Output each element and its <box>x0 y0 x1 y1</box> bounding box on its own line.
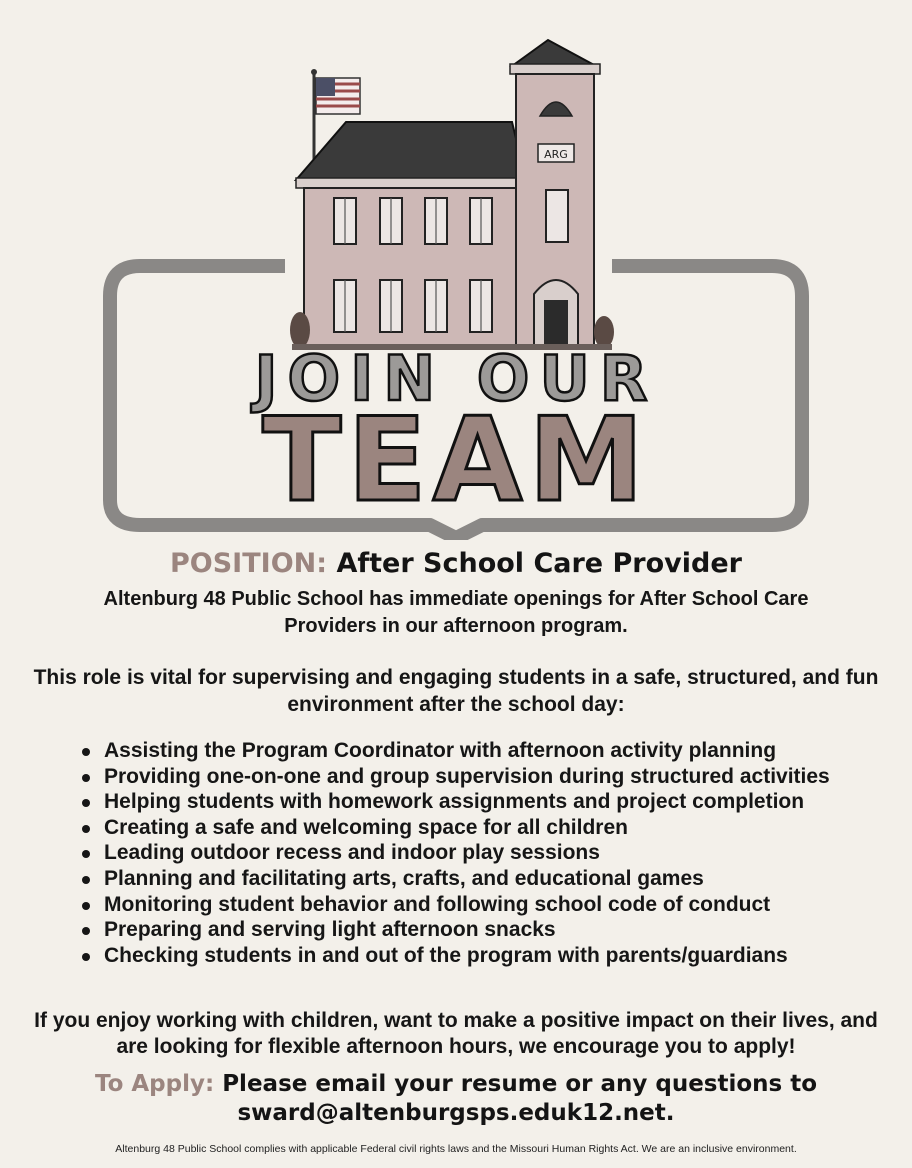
tower-sign: ARG <box>544 148 568 161</box>
apply-label: To Apply: <box>94 1071 215 1097</box>
join-our-headline: JOIN OUR <box>254 342 658 415</box>
footer-disclaimer: Altenburg 48 Public School complies with applicable Federal civil rights laws and the Missouri Human Rights Act. We are an inclusive environment. <box>115 1143 797 1155</box>
intro-paragraph: Altenburg 48 Public School has immediate openings for After School Care Providers in our afternoon program. <box>103 588 809 637</box>
list-item: Leading outdoor recess and indoor play sessions <box>78 840 898 866</box>
list-item: Helping students with homework assignments and project completion <box>78 789 898 815</box>
list-item: Creating a safe and welcoming space for all children <box>78 815 898 841</box>
closing-paragraph: If you enjoy working with children, want to make a positive impact on their lives, and are looking for flexible afternoon hours, we encourage you to apply! <box>34 1009 878 1058</box>
list-item: Monitoring student behavior and following school code of conduct <box>78 892 898 918</box>
tower-roof <box>512 40 596 66</box>
apply-text: Please email your resume or any questions to <box>222 1071 818 1097</box>
apply-section <box>0 1070 912 1128</box>
list-item: Checking students in and out of the program with parents/guardians <box>78 943 898 969</box>
list-item: Planning and facilitating arts, crafts, and educational games <box>78 866 898 892</box>
school-building-illustration <box>0 0 912 540</box>
list-item: Preparing and serving light afternoon snacks <box>78 917 898 943</box>
apply-email-link[interactable]: sward@altenburgsps.eduk12.net. <box>237 1100 675 1126</box>
position-heading <box>0 546 912 582</box>
building-roof <box>296 122 526 180</box>
list-item: Assisting the Program Coordinator with afternoon activity planning <box>78 738 898 764</box>
position-label: POSITION: <box>170 548 328 579</box>
role-paragraph: This role is vital for supervising and engaging students in a safe, structured, and fun environment after the school day: <box>33 666 879 716</box>
team-headline: TEAM <box>262 393 650 528</box>
position-title: After School Care Provider <box>336 548 742 579</box>
duties-list <box>78 738 898 968</box>
list-item: Providing one-on-one and group supervision during structured activities <box>78 764 898 790</box>
